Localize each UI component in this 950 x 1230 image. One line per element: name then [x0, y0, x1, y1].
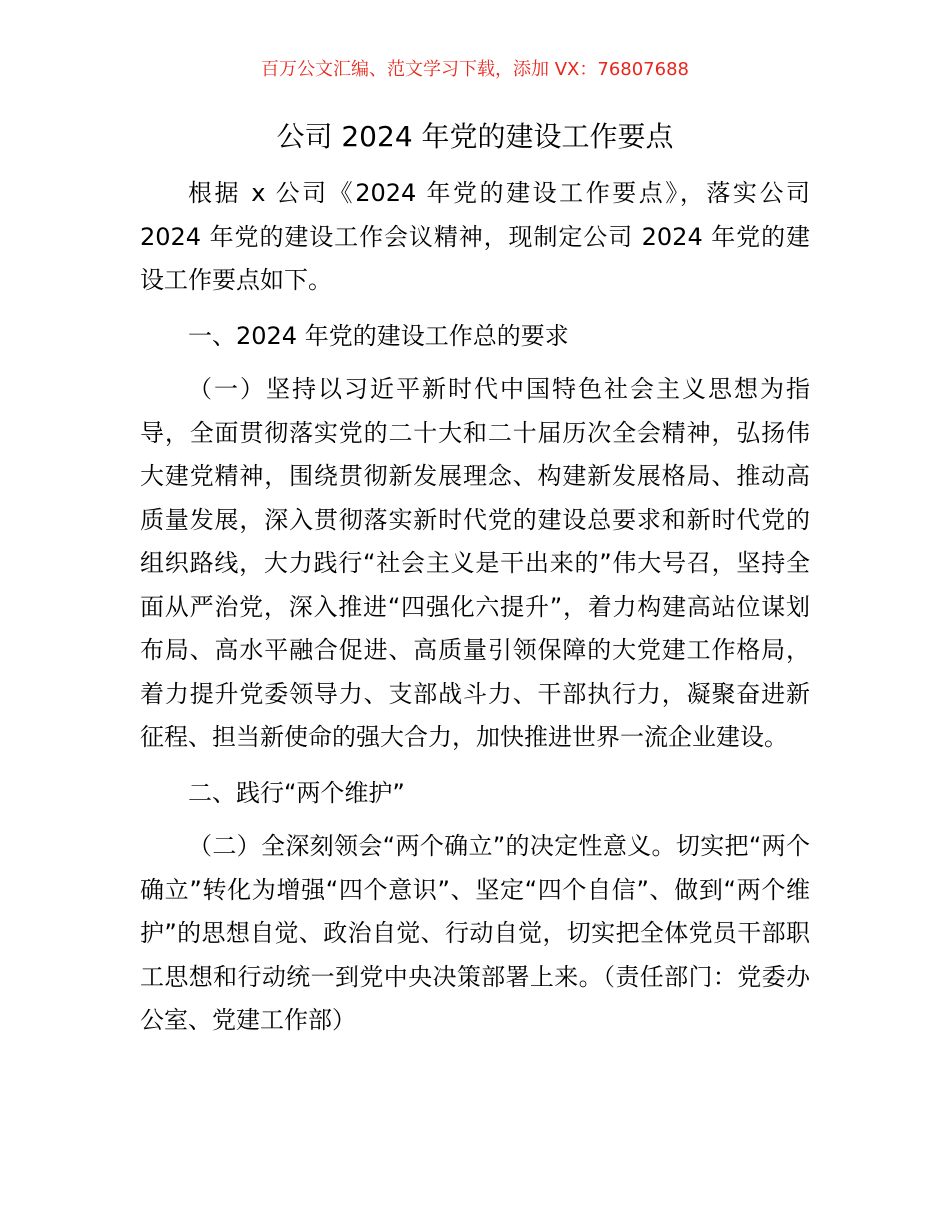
section-heading-1: 一、2024 年党的建设工作总的要求: [188, 321, 569, 350]
document-body: [140, 172, 810, 1055]
body-paragraph-1: （一）坚持以习近平新时代中国特色社会主义思想为指导，全面贯彻落实党的二十大和二十届历次全会精神，弘扬伟大建党精神，围绕贯彻新发展理念、构建新发展格局、推动高质量发展，深入贯彻落实新时代党的建设总要求和新时代党的组织路线，大力践行“社会主义是干出来的”伟大号召，坚持全面从严治党，深入推进“四强化六提升”，着力构建高站位谋划布局、高水平融合促进、高质量引领保障的大党建工作格局，着力提升党委领导力、支部战斗力、干部执行力，凝聚奋进新征程、担当新使命的强大合力，加快推进世界一流企业建设。: [140, 375, 810, 751]
section-heading-2: 二、践行“两个维护”: [188, 778, 405, 807]
body-paragraph-2: （二）全深刻领会“两个确立”的决定性意义。切实把“两个确立”转化为增强“四个意识”、坚定“四个自信”、做到“两个维护”的思想自觉、政治自觉、行动自觉，切实把全体党员干部职工思想和行动统一到党中央决策部署上来。（责任部门：党委办公室、党建工作部）: [140, 832, 810, 1034]
document-title: 公司 2024 年党的建设工作要点: [276, 120, 674, 153]
header-banner: 百万公文汇编、范文学习下载，添加 VX：76807688: [261, 59, 689, 80]
intro-paragraph: 根据 x 公司《2024 年党的建设工作要点》，落实公司 2024 年党的建设工作会议精神，现制定公司 2024 年党的建设工作要点如下。: [140, 179, 810, 294]
